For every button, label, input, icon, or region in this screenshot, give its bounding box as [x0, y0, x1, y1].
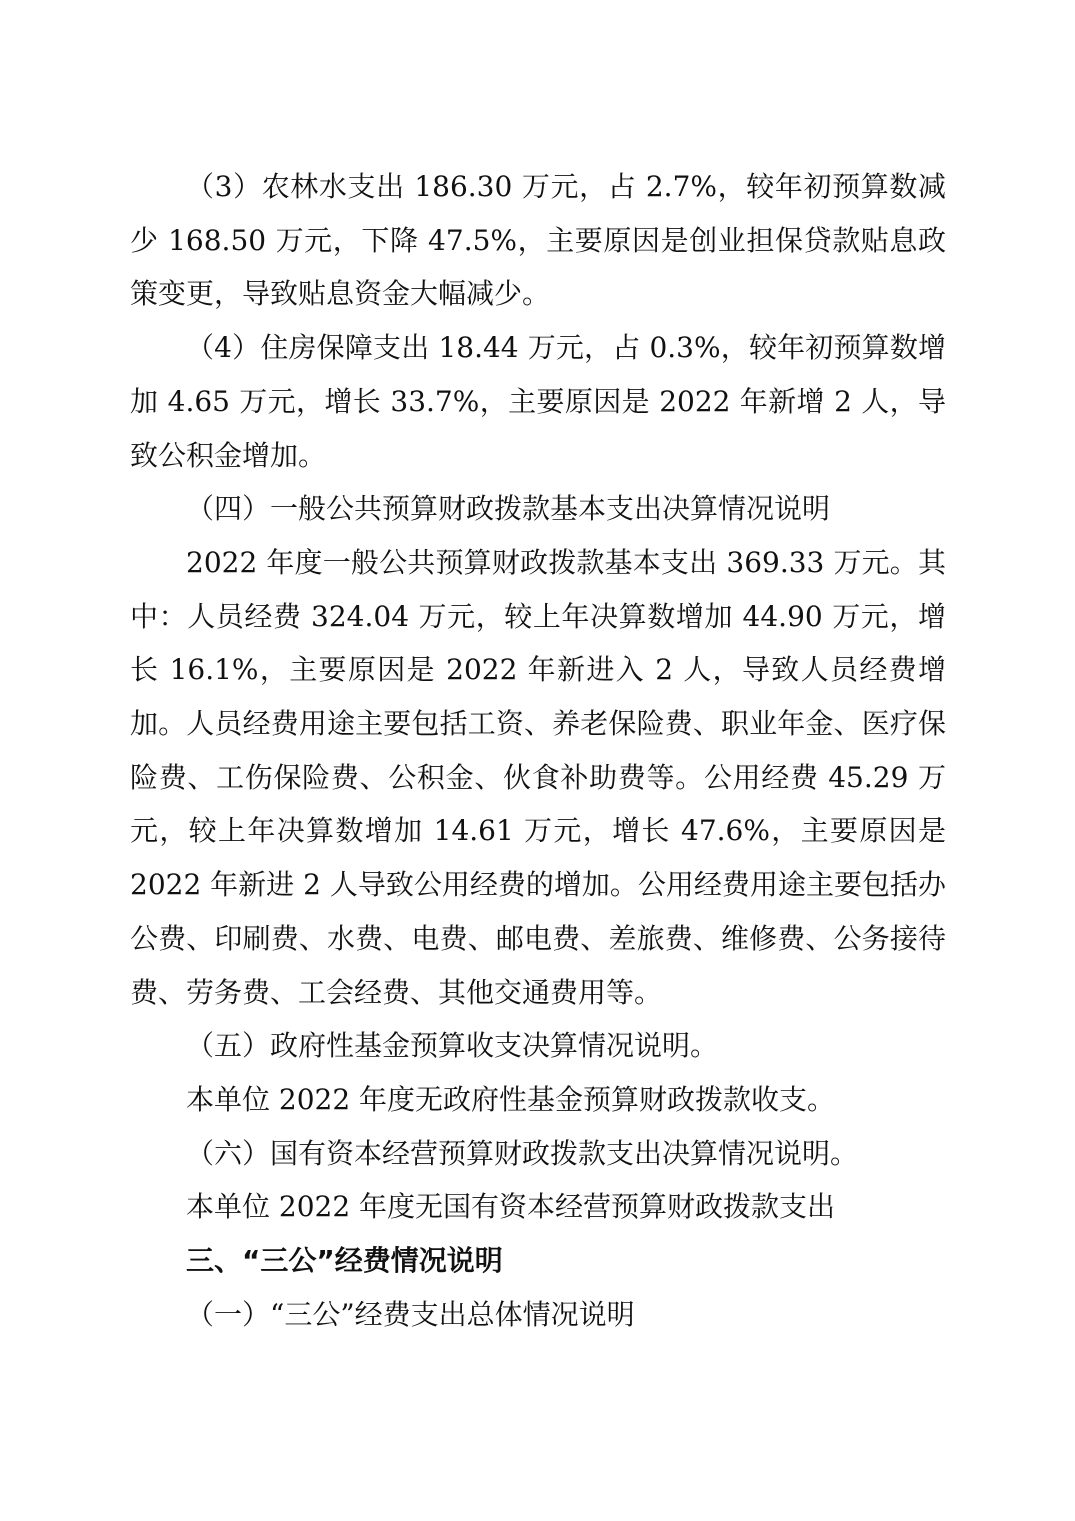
section-heading-three-public-overview: （一）“三公”经费支出总体情况说明	[186, 1297, 635, 1331]
paragraph-agriculture-expenditure: （3）农林水支出 186.30 万元，占 2.7%，较年初预算数减少 168.50 万元，下降 47.5%，主要原因是创业担保贷款贴息政策变更，导致贴息资金大幅减少。	[130, 170, 946, 311]
page-content	[130, 160, 946, 1341]
paragraph-state-capital: 本单位 2022 年度无国有资本经营预算财政拨款支出	[186, 1190, 836, 1224]
chapter-heading-three-public-expenses: 三、“三公”经费情况说明	[186, 1244, 503, 1278]
section-heading-basic-expenditure: （四）一般公共预算财政拨款基本支出决算情况说明	[186, 492, 831, 526]
section-heading-state-capital: （六）国有资本经营预算财政拨款支出决算情况说明。	[186, 1136, 859, 1170]
paragraph-basic-expenditure-details: 2022 年度一般公共预算财政拨款基本支出 369.33 万元。其中：人员经费 324.04 万元，较上年决算数增加 44.90 万元，增长 16.1%，主要原因是 2022 年新进入 2 人，导致人员经费增加。人员经费用途主要包括工资、养老保险费、职业年金、医疗保险费、工伤保险费、公积金、伙食补助费等。公用经费 45.29 万元，较上年决算数增加 14.61 万元，增长 47.6%，主要原因是 2022 年新进 2 人导致公用经费的增加。公用经费用途主要包括办公费、印刷费、水费、电费、邮电费、差旅费、维修费、公务接待费、劳务费、工会经费、其他交通费用等。	[130, 545, 946, 1009]
paragraph-government-fund: 本单位 2022 年度无政府性基金预算财政拨款收支。	[186, 1082, 836, 1116]
section-heading-government-fund: （五）政府性基金预算收支决算情况说明。	[186, 1029, 719, 1063]
paragraph-housing-expenditure: （4）住房保障支出 18.44 万元，占 0.3%，较年初预算数增加 4.65 万元，增长 33.7%，主要原因是 2022 年新增 2 人，导致公积金增加。	[130, 331, 946, 472]
